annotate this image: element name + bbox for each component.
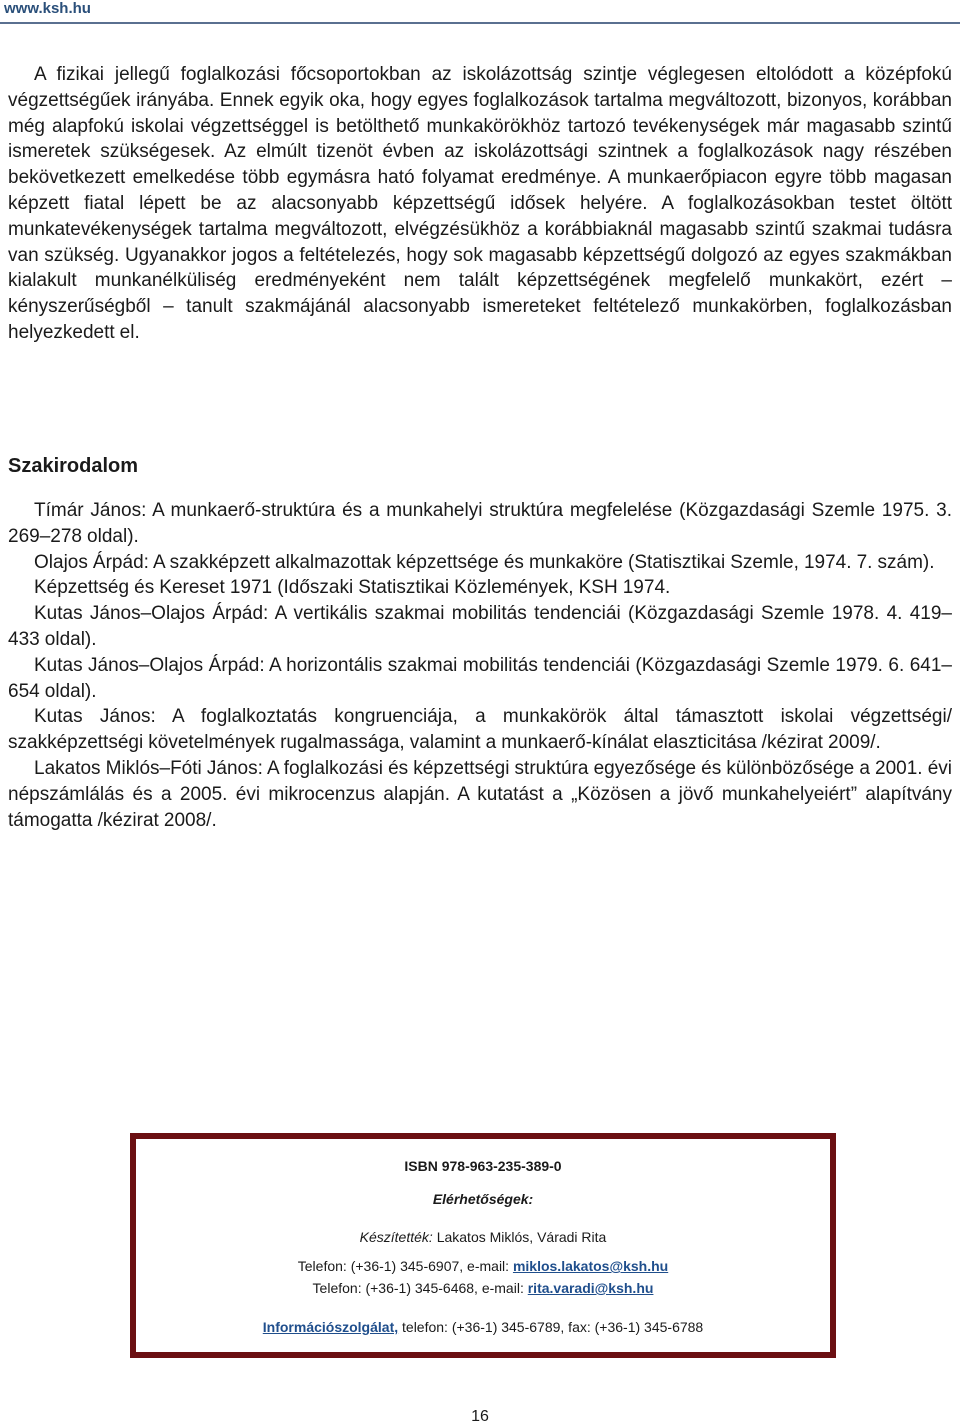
reference-item: Tímár János: A munkaerő-struktúra és a munkahelyi struktúra megfelelése (Közgazdasági Szemle 1975. 3. 269–278 oldal). — [8, 500, 952, 547]
reference-item: Kutas János–Olajos Árpád: A vertikális szakmai mobilitás tendenciái (Közgazdasági Szemle 1978. 4. 419–433 oldal). — [8, 603, 952, 650]
contact-line-1 — [136, 1258, 830, 1274]
contacts-title: Elérhetőségek: — [432, 1191, 534, 1207]
reference-item: Lakatos Miklós–Fóti János: A foglalkozási és képzettségi struktúra egyezősége és különbözősége a 2001. évi népszámlálás és a 2005. évi mikrocenzus alapján. A kutatást a „Közösen a jövő munkahelyeiért” alapítvány támogatta /kézirat 2008/. — [8, 757, 952, 831]
contact-1-phone: Telefon: (+36-1) 345-6907, e-mail: — [297, 1258, 510, 1274]
body-paragraph: A fizikai jellegű foglalkozási főcsoportokban az iskolázottság szintje véglegesen eltolódott a középfokú végzettségűek irányába. Ennek egyik oka, hogy egyes foglalkozások tartalma megváltozott, bizonyos, korábban még alapfokú iskolai végzettséggel is betölthető munkakörökhöz tartozó tevékenységek már magasabb szintű ismeretek szükségesek. Az elmúlt tizenöt évben az iskolázottsági szintnek a foglalkozások nagy részében bekövetkezett emelkedése több egymásra ható folyamat eredménye. A munkaerőpiacon egyre több magasan képzett fiatal lépett be az alacsonyabb képzettségű idősek helyére. A foglalkozásokban testet öltött munkatevékenységek tartalma megváltozott, elvégzésükhöz a korábbiaknál magasabb szintű szakmai tudásra van szükség. Ugyanakkor jogos a feltételezés, hogy sok magasabb képzettségű dolgozó az egyes szakmákban kialakult munkanélküliség eredményeként nem talált képzettségének megfelelő munkakört, ezért – kényszerűségből – tanult szakmájánál alacsonyabb ismereteket feltételező munkakörben, foglalkozásban helyezkedett el. — [8, 64, 952, 343]
info-service-line — [136, 1319, 830, 1335]
contact-2-phone: Telefon: (+36-1) 345-6468, e-mail: — [312, 1280, 524, 1296]
page-number: 16 — [471, 1408, 489, 1425]
reference-item: Olajos Árpád: A szakképzett alkalmazottak képzettsége és munkaköre (Statisztikai Szemle, 1974. 7. szám). — [34, 551, 935, 573]
references-list — [8, 498, 952, 833]
info-service-link[interactable]: Információszolgálat, — [262, 1319, 399, 1335]
authors-label: Készítették: — [359, 1229, 433, 1245]
authors-names: Lakatos Miklós, Váradi Rita — [436, 1229, 607, 1245]
reference-item: Kutas János: A foglalkoztatás kongruenciája, a munkakörök által támasztott iskolai végzettségi/ szakképzettségi követelmények rugalmassága, valamint a munkaerő-kínálat elaszticitása /kézirat 2009/. — [8, 706, 952, 754]
site-link[interactable]: www.ksh.hu — [4, 0, 91, 17]
reference-item: Képzettség és Kereset 1971 (Időszaki Statisztikai Közlemények, KSH 1974. — [34, 577, 671, 599]
contact-1-email-link[interactable]: miklos.lakatos@ksh.hu — [512, 1258, 669, 1274]
references-heading: Szakirodalom — [8, 455, 139, 477]
info-service-phones: telefon: (+36-1) 345-6789, fax: (+36-1) 345-6788 — [402, 1319, 704, 1335]
reference-item: Kutas János–Olajos Árpád: A horizontális szakmai mobilitás tendenciái (Közgazdasági Szemle 1979. 6. 641–654 oldal). — [8, 654, 952, 702]
isbn-text: ISBN 978-963-235-389-0 — [404, 1158, 562, 1174]
header-divider — [0, 22, 960, 24]
publication-info-box — [130, 1133, 836, 1358]
authors-line — [136, 1229, 830, 1245]
contact-line-2 — [136, 1280, 830, 1296]
contact-2-email-link[interactable]: rita.varadi@ksh.hu — [527, 1280, 654, 1296]
